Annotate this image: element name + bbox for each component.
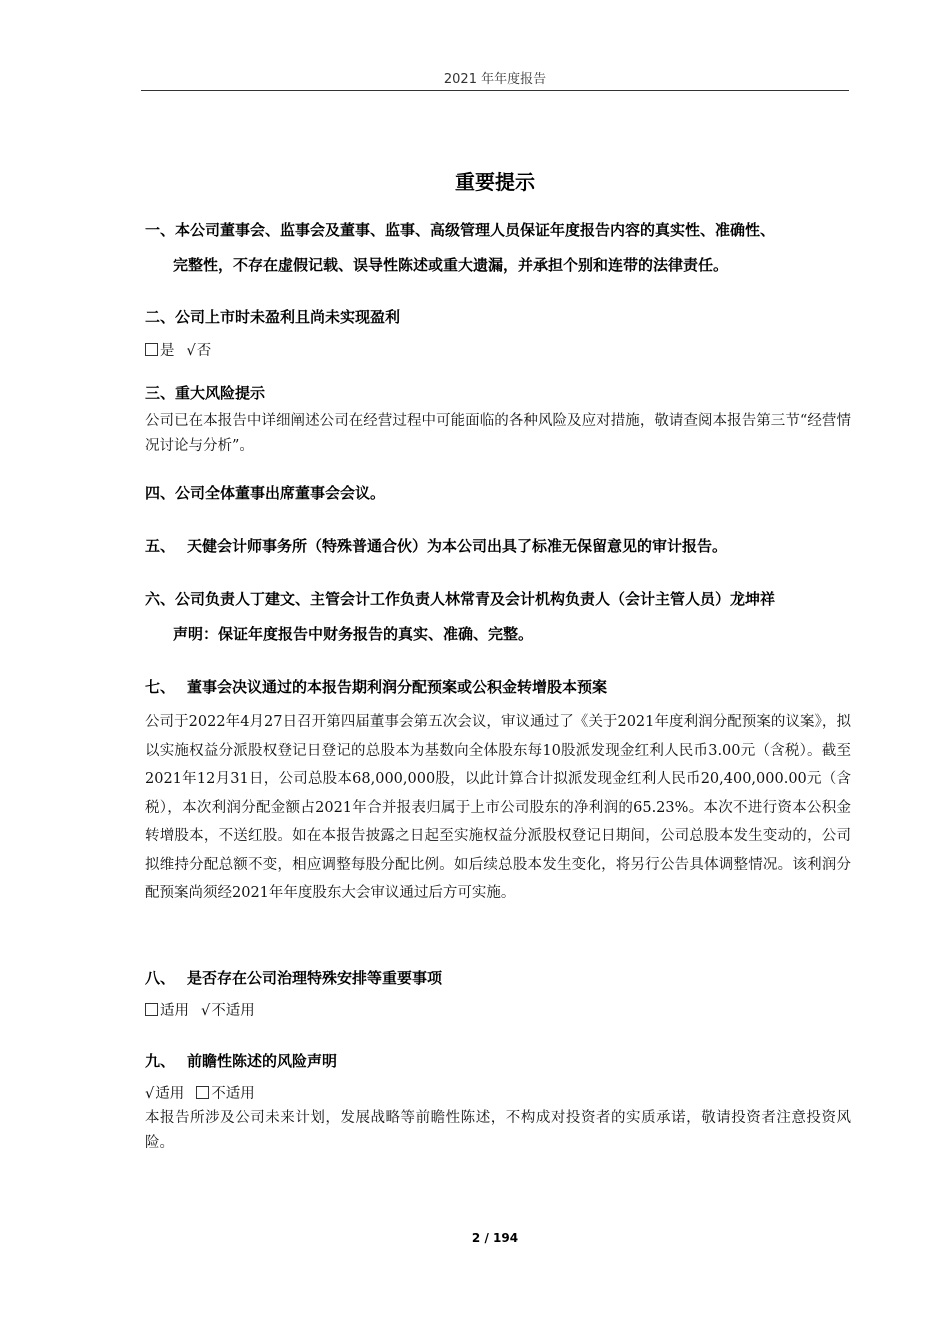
section-3-number: 三、	[145, 384, 176, 402]
section-2-heading	[145, 306, 851, 327]
section-6-line-2: 声明：保证年度报告中财务报告的真实、准确、完整。	[173, 625, 534, 643]
section-8-number: 八、	[145, 969, 176, 987]
section-3-heading	[145, 382, 851, 403]
checkmark-icon: √	[145, 1086, 155, 1102]
page-title: 重要提示	[455, 170, 535, 194]
section-9-title: 前瞻性陈述的风险声明	[187, 1052, 338, 1070]
section-7-title: 董事会决议通过的本报告期利润分配预案或公积金转增股本预案	[187, 678, 608, 696]
section-9-options	[145, 1082, 255, 1103]
section-9-number: 九、	[145, 1052, 176, 1070]
section-4-heading	[145, 482, 851, 503]
option-not-applicable: √不适用	[201, 1003, 255, 1019]
section-2-title: 公司上市时未盈利且尚未实现盈利	[175, 308, 401, 326]
page-header	[141, 62, 849, 91]
section-9-heading	[145, 1050, 851, 1071]
option-applicable: √适用	[145, 1086, 185, 1102]
option-yes: 是	[145, 339, 175, 360]
section-1-line-1: 本公司董事会、监事会及董事、监事、高级管理人员保证年度报告内容的真实性、准确性、	[175, 221, 776, 239]
unchecked-box-icon	[196, 1086, 209, 1099]
section-8-title: 是否存在公司治理特殊安排等重要事项	[187, 969, 443, 987]
option-applicable: 适用	[145, 999, 189, 1020]
unchecked-box-icon	[145, 1003, 158, 1016]
section-3-body: 公司已在本报告中详细阐述公司在经营过程中可能面临的各种风险及应对措施，敬请查阅本报告第三节“经营情况讨论与分析”。	[145, 413, 851, 454]
report-header-title: 2021 年年度报告	[443, 72, 547, 87]
section-9-body: 本报告所涉及公司未来计划，发展战略等前瞻性陈述，不构成对投资者的实质承诺，敬请投资者注意投资风险。	[145, 1110, 851, 1151]
section-5-title: 天健会计师事务所（特殊普通合伙）为本公司出具了标准无保留意见的审计报告。	[187, 537, 728, 555]
section-4-number: 四、	[145, 484, 176, 502]
option-not-applicable: 不适用	[196, 1082, 255, 1103]
section-7-body: 公司于2022年4月27日召开第四届董事会第五次会议，审议通过了《关于2021年度利润分配预案的议案》，拟以实施权益分派股权登记日登记的总股本为基数向全体股东每10股派发现金红利人民币3.00元（含税）。截至2021年12月31日，公司总股本68,000,000股，以此计算合计拟派发现金红利人民币20,400,000.00元（含税），本次利润分配金额占2021年合并报表归属于上市公司股东的净利润的65.23%。本次不进行资本公积金转增股本，不送红股。如在本报告披露之日起至实施权益分派股权登记日期间，公司总股本发生变动的，公司拟维持分配总额不变，相应调整每股分配比例。如后续总股本发生变化，将另行公告具体调整情况。该利润分配预案尚须经2021年年度股东大会审议通过后方可实施。	[145, 714, 851, 901]
section-2-number: 二、	[145, 308, 176, 326]
section-6-heading	[145, 588, 851, 643]
section-5-number: 五、	[145, 537, 176, 555]
option-no: √否	[186, 343, 212, 359]
section-7-number: 七、	[145, 678, 176, 696]
section-1-line-2: 完整性，不存在虚假记载、误导性陈述或重大遗漏，并承担个别和连带的法律责任。	[173, 256, 729, 274]
section-2-options	[145, 339, 211, 360]
section-6-number: 六、	[145, 590, 176, 608]
section-7-heading	[145, 676, 851, 697]
section-4-title: 公司全体董事出席董事会会议。	[175, 484, 386, 502]
checkmark-icon: √	[201, 1003, 211, 1019]
section-6-line-1: 公司负责人丁建文、主管会计工作负责人林常青及会计机构负责人（会计主管人员）龙坤祥	[175, 590, 776, 608]
checkmark-icon: √	[186, 343, 196, 359]
section-3-title: 重大风险提示	[175, 384, 266, 402]
section-1-number: 一、	[145, 221, 176, 239]
unchecked-box-icon	[145, 343, 158, 356]
section-5-heading	[145, 535, 851, 556]
section-8-options	[145, 999, 255, 1020]
section-1-heading	[145, 219, 851, 274]
page-number: 2 / 194	[471, 1231, 519, 1245]
section-8-heading	[145, 967, 851, 988]
